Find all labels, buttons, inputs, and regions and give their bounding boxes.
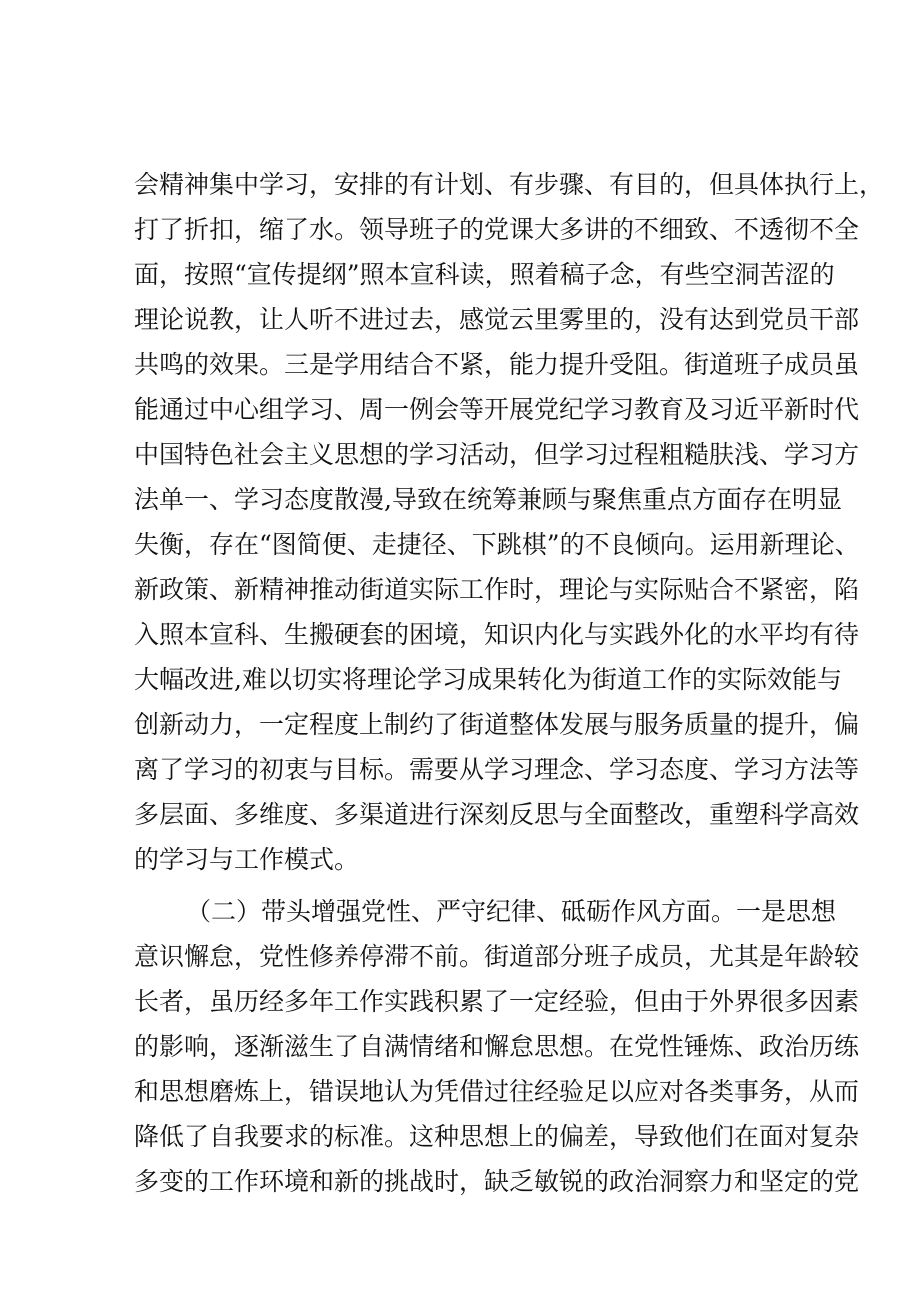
paragraph-1-line-3: 面，按照“宣传提纲”照本宣科读，照着稿子念，有些空洞苦涩的 <box>134 260 835 289</box>
paragraph-1-line-7: 中国特色社会主义思想的学习活动，但学习过程粗糙肤浅、学习方 <box>134 440 860 469</box>
paragraph-1-line-6: 能通过中心组学习、周一例会等开展党纪学习教育及习近平新时代 <box>134 395 860 424</box>
paragraph-1-line-1: 会精神集中学习，安排的有计划、有步骤、有目的，但具体执行上， <box>134 170 885 199</box>
paragraph-2-line-5: 和思想磨炼上，错误地认为凭借过往经验足以应对各类事务，从而 <box>134 1077 860 1106</box>
paragraph-2-line-7: 多变的工作环境和新的挑战时，缺乏敏锐的政治洞察力和坚定的党 <box>134 1167 860 1196</box>
paragraph-1-line-10: 新政策、新精神推动街道实际工作时，理论与实际贴合不紧密，陷 <box>134 575 860 604</box>
paragraph-2-line-6: 降低了自我要求的标准。这种思想上的偏差，导致他们在面对复杂 <box>134 1122 860 1151</box>
paragraph-1-line-13: 创新动力，一定程度上制约了街道整体发展与服务质量的提升，偏 <box>134 710 860 739</box>
paragraph-1-line-14: 离了学习的初衷与目标。需要从学习理念、学习态度、学习方法等 <box>134 755 860 784</box>
paragraph-1-line-12: 大幅改进,难以切实将理论学习成果转化为街道工作的实际效能与 <box>134 665 842 694</box>
paragraph-1-line-16: 的学习与工作模式。 <box>134 845 360 874</box>
paragraph-2-line-4: 的影响，逐渐滋生了自满情绪和懈怠思想。在党性锤炼、政治历练 <box>134 1032 860 1061</box>
paragraph-2-line-3: 长者，虽历经多年工作实践积累了一定经验，但由于外界很多因素 <box>134 987 860 1016</box>
paragraph-1-line-2: 打了折扣，缩了水。领导班子的党课大多讲的不细致、不透彻不全 <box>134 215 860 244</box>
paragraph-1-line-11: 入照本宣科、生搬硬套的困境，知识内化与实践外化的水平均有待 <box>134 620 860 649</box>
paragraph-1-line-8: 法单一、学习态度散漫,导致在统筹兼顾与聚焦重点方面存在明显 <box>134 485 842 514</box>
paragraph-1-line-4: 理论说教，让人听不进过去，感觉云里雾里的，没有达到党员干部 <box>134 305 860 334</box>
paragraph-2-line-2: 意识懈怠，党性修养停滞不前。街道部分班子成员，尤其是年龄较 <box>134 942 860 971</box>
paragraph-1-line-9: 失衡，存在“图简便、走捷径、下跳棋”的不良倾向。运用新理论、 <box>134 530 860 559</box>
paragraph-2-line-1: （二）带头增强党性、严守纪律、砥砺作风方面。一是思想 <box>186 897 837 926</box>
paragraph-1-line-15: 多层面、多维度、多渠道进行深刻反思与全面整改，重塑科学高效 <box>134 800 860 829</box>
paragraph-1-line-5: 共鸣的效果。三是学用结合不紧，能力提升受阻。街道班子成员虽 <box>134 350 860 379</box>
